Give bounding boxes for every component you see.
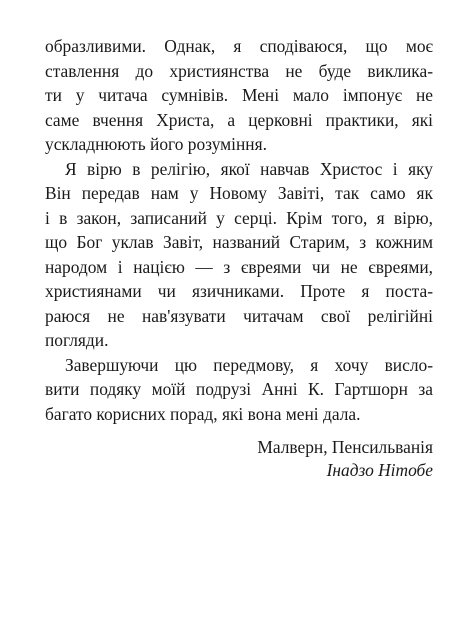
signature-block (45, 436, 433, 482)
text-line: вити подяку моїй подрузі Анні К. Гартшорн за (45, 379, 433, 399)
signature-place: Малверн, Пенсильванія (257, 437, 433, 457)
text-line: і в закон, записаний у серці. Крім того, я вірю, (45, 207, 433, 228)
paragraph-1 (45, 34, 433, 157)
text-line: християнами чи язичниками. Проте я поста- (45, 281, 433, 301)
text-line: ти у читача сумнівів. Мені мало імпонує не (45, 85, 433, 105)
text-line: раюся не нав'язувати читачам свої релігійні (45, 305, 433, 326)
text-line: що Бог уклав Завіт, названий Старим, з кожним (45, 232, 433, 252)
text-line: Завершуючи цю передмову, я хочу вислo- (65, 354, 433, 375)
text-line: ускладнюють його розуміння. (45, 134, 267, 154)
paragraph-3 (45, 353, 433, 427)
text-line: Я вірю в релігію, якої навчав Христос і яку (65, 158, 433, 179)
text-line: саме вчення Христа, а церковні практики, які (45, 109, 433, 130)
signature-author: Інадзо Нітобе (326, 460, 433, 480)
text-line: образливими. Однак, я сподіваюся, що моє (45, 36, 433, 56)
paragraph-2 (45, 157, 433, 353)
text-line: погляди. (45, 330, 109, 350)
text-line: Він передав нам у Новому Завіті, так само як (45, 183, 433, 203)
document-page (45, 34, 433, 482)
text-line: ставлення до християнства не буде виклика- (45, 60, 433, 81)
text-line: народом і нацією — з євреями чи не євреями, (45, 256, 433, 277)
text-line: багато корисних порад, які вона мені дала. (45, 403, 361, 424)
